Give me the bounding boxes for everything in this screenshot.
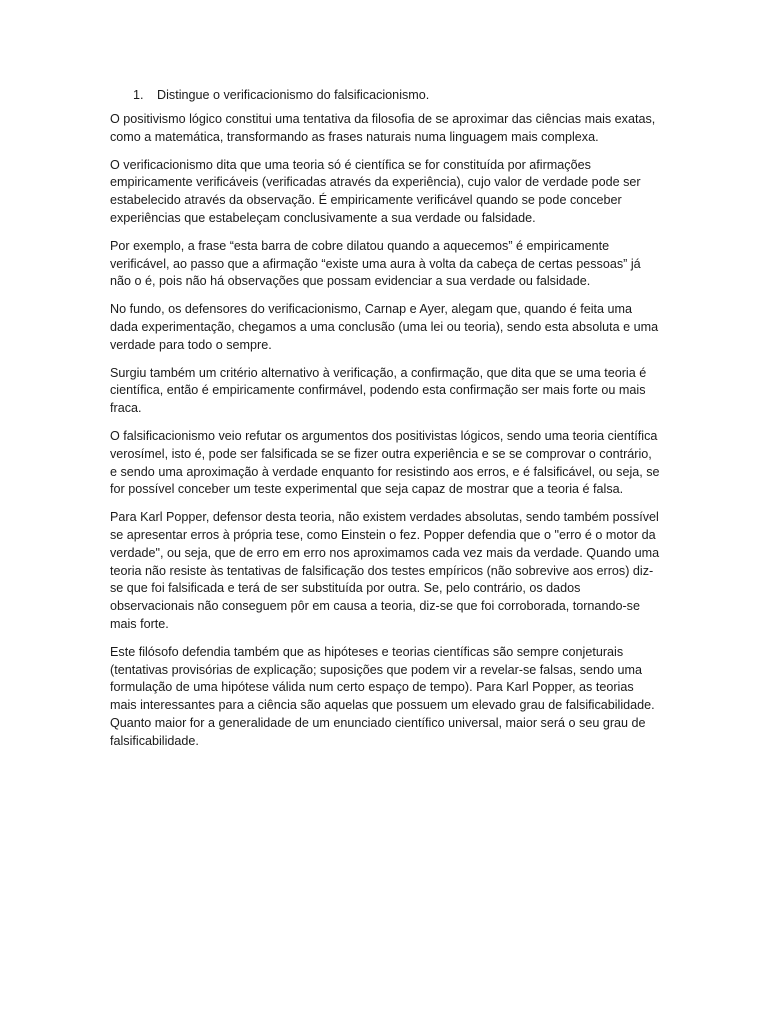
question-number: 1. <box>133 88 144 102</box>
paragraph-verificationism: O verificacionismo dita que uma teoria só é científica se for constituída por afirmações empiricamente verificáveis (verificadas através da experiência), cujo valor de verdade pode ser estabelecido através da observação. É empiricamente verificável quando se pode conceber experiências que estabeleçam conclusivamente a sua verdade ou falsidade. <box>110 157 641 225</box>
paragraph-logical-positivism: O positivismo lógico constitui uma tentativa da filosofia de se aproximar das ciências mais exatas, como a matemática, transformando as frases naturais numa linguagem mais complexa. <box>110 112 656 144</box>
paragraph-confirmation: Surgiu também um critério alternativo à verificação, a confirmação, que dita que se uma teoria é científica, então é empiricamente confirmável, podendo esta confirmação ser mais forte ou mais fraca. <box>110 365 647 416</box>
question-text: Distingue o verificacionismo do falsificacionismo. <box>157 88 430 102</box>
paragraph-karl-popper: Para Karl Popper, defensor desta teoria, não existem verdades absolutas, sendo também possível se apresentar erros à própria tese, como Einstein o fez. Popper defendia que o "erro é o motor da verdade", ou seja, que de erro em erro nos aproximamos cada vez mais da verdade. Quando uma teoria não resiste às tentativas de falsificação dos testes empíricos (não sobrevive aos erros) diz-se que foi falsificada e terá de ser substituída por outra. Se, pelo contrário, os dados observacionais não conseguem pôr em causa a teoria, diz-se que foi corroborada, tornando-se mais forte. <box>110 510 660 631</box>
question-item <box>110 86 660 104</box>
paragraph-example: Por exemplo, a frase “esta barra de cobre dilatou quando a aquecemos” é empiricamente verificável, ao passo que a afirmação “existe uma aura à volta da cabeça de certas pessoas” já não o é, pois não há observações que possam evidenciar a sua verdade ou falsidade. <box>110 238 641 289</box>
document-page <box>110 86 660 761</box>
paragraph-carnap-ayer: No fundo, os defensores do verificacionismo, Carnap e Ayer, alegam que, quando é feita uma dada experimentação, chegamos a uma conclusão (uma lei ou teoria), sendo esta absoluta e uma verdade para todo o sempre. <box>110 302 659 352</box>
paragraph-conjectural-theories: Este filósofo defendia também que as hipóteses e teorias científicas são sempre conjeturais (tentativas provisórias de explicação; suposições que podem vir a revelar-se falsas, sendo uma formulação de uma hipótese válida num certo espaço de tempo). Para Karl Popper, as teorias mais interessantes para a ciência são aquelas que possuem um elevado grau de falsificabilidade. Quanto maior for a generalidade de um enunciado científico universal, maior será o seu grau de falsificabilidade. <box>110 644 655 748</box>
paragraph-falsificationism: O falsificacionismo veio refutar os argumentos dos positivistas lógicos, sendo uma teoria científica verosímel, isto é, pode ser falsificada se se fizer outra experiência e se se comprovar o contrário, e sendo uma aproximação à verdade enquanto for resistindo aos erros, e é falsificável, ou seja, se for possível conceber um teste experimental que seja capaz de mostrar que a teoria é falsa. <box>110 428 660 497</box>
